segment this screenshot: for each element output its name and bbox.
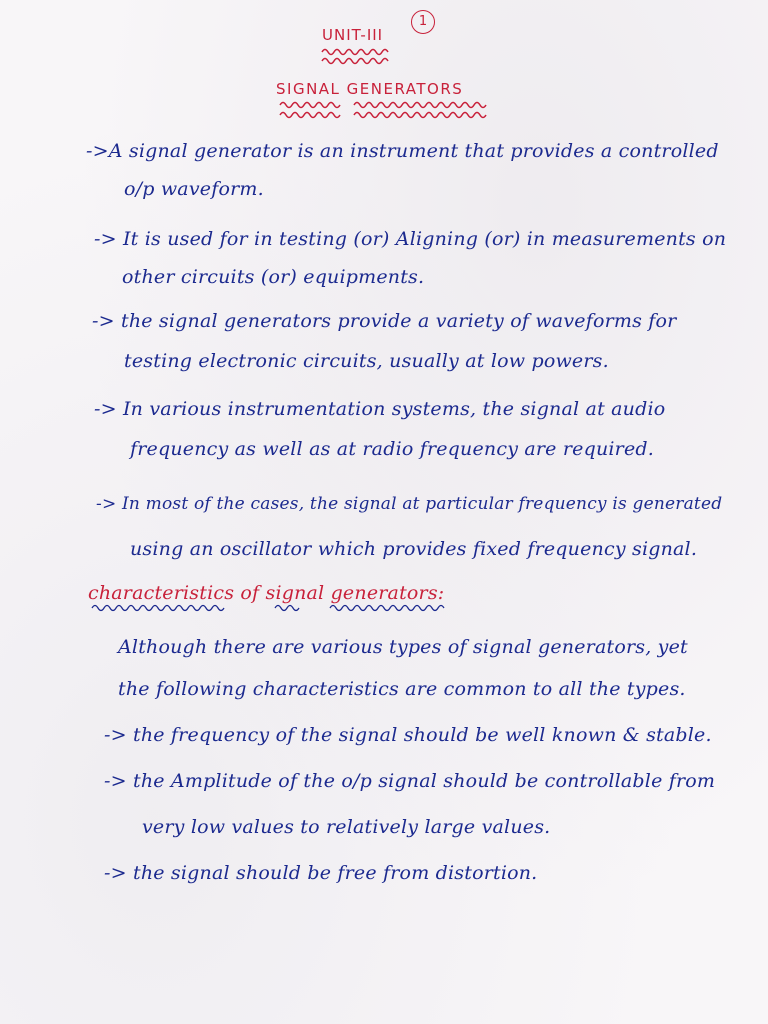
text-line: using an oscillator which provides fixed frequency signal. xyxy=(130,538,698,560)
section-heading: characteristics of signal generators: xyxy=(88,582,445,604)
title-underline xyxy=(278,98,498,124)
text-line: -> the frequency of the signal should be well known & stable. xyxy=(104,724,712,746)
heading-underline xyxy=(90,600,480,616)
text-line: -> the signal should be free from distortion. xyxy=(104,862,538,884)
text-line: -> In various instrumentation systems, the signal at audio xyxy=(94,398,666,420)
unit-underline xyxy=(320,46,392,68)
page-title: SIGNAL GENERATORS xyxy=(276,80,464,98)
text-line: o/p waveform. xyxy=(124,178,264,200)
text-line: ->A signal generator is an instrument that provides a controlled xyxy=(86,140,719,162)
text-line: -> the signal generators provide a variety of waveforms for xyxy=(92,310,677,332)
page-number: 1 xyxy=(411,10,435,34)
text-line: -> It is used for in testing (or) Aligning (or) in measurements on xyxy=(94,228,727,250)
text-line: other circuits (or) equipments. xyxy=(122,266,425,288)
unit-heading: UNIT-III xyxy=(322,26,384,44)
text-line: the following characteristics are common to all the types. xyxy=(118,678,686,700)
text-line: -> the Amplitude of the o/p signal should be controllable from xyxy=(104,770,716,792)
text-line: -> In most of the cases, the signal at particular frequency is generated xyxy=(96,494,723,514)
text-line: frequency as well as at radio frequency are required. xyxy=(130,438,654,460)
text-line: Although there are various types of signal generators, yet xyxy=(118,636,688,658)
bleed-through xyxy=(470,58,476,79)
text-line: very low values to relatively large values. xyxy=(142,816,551,838)
text-line: testing electronic circuits, usually at low powers. xyxy=(124,350,609,372)
